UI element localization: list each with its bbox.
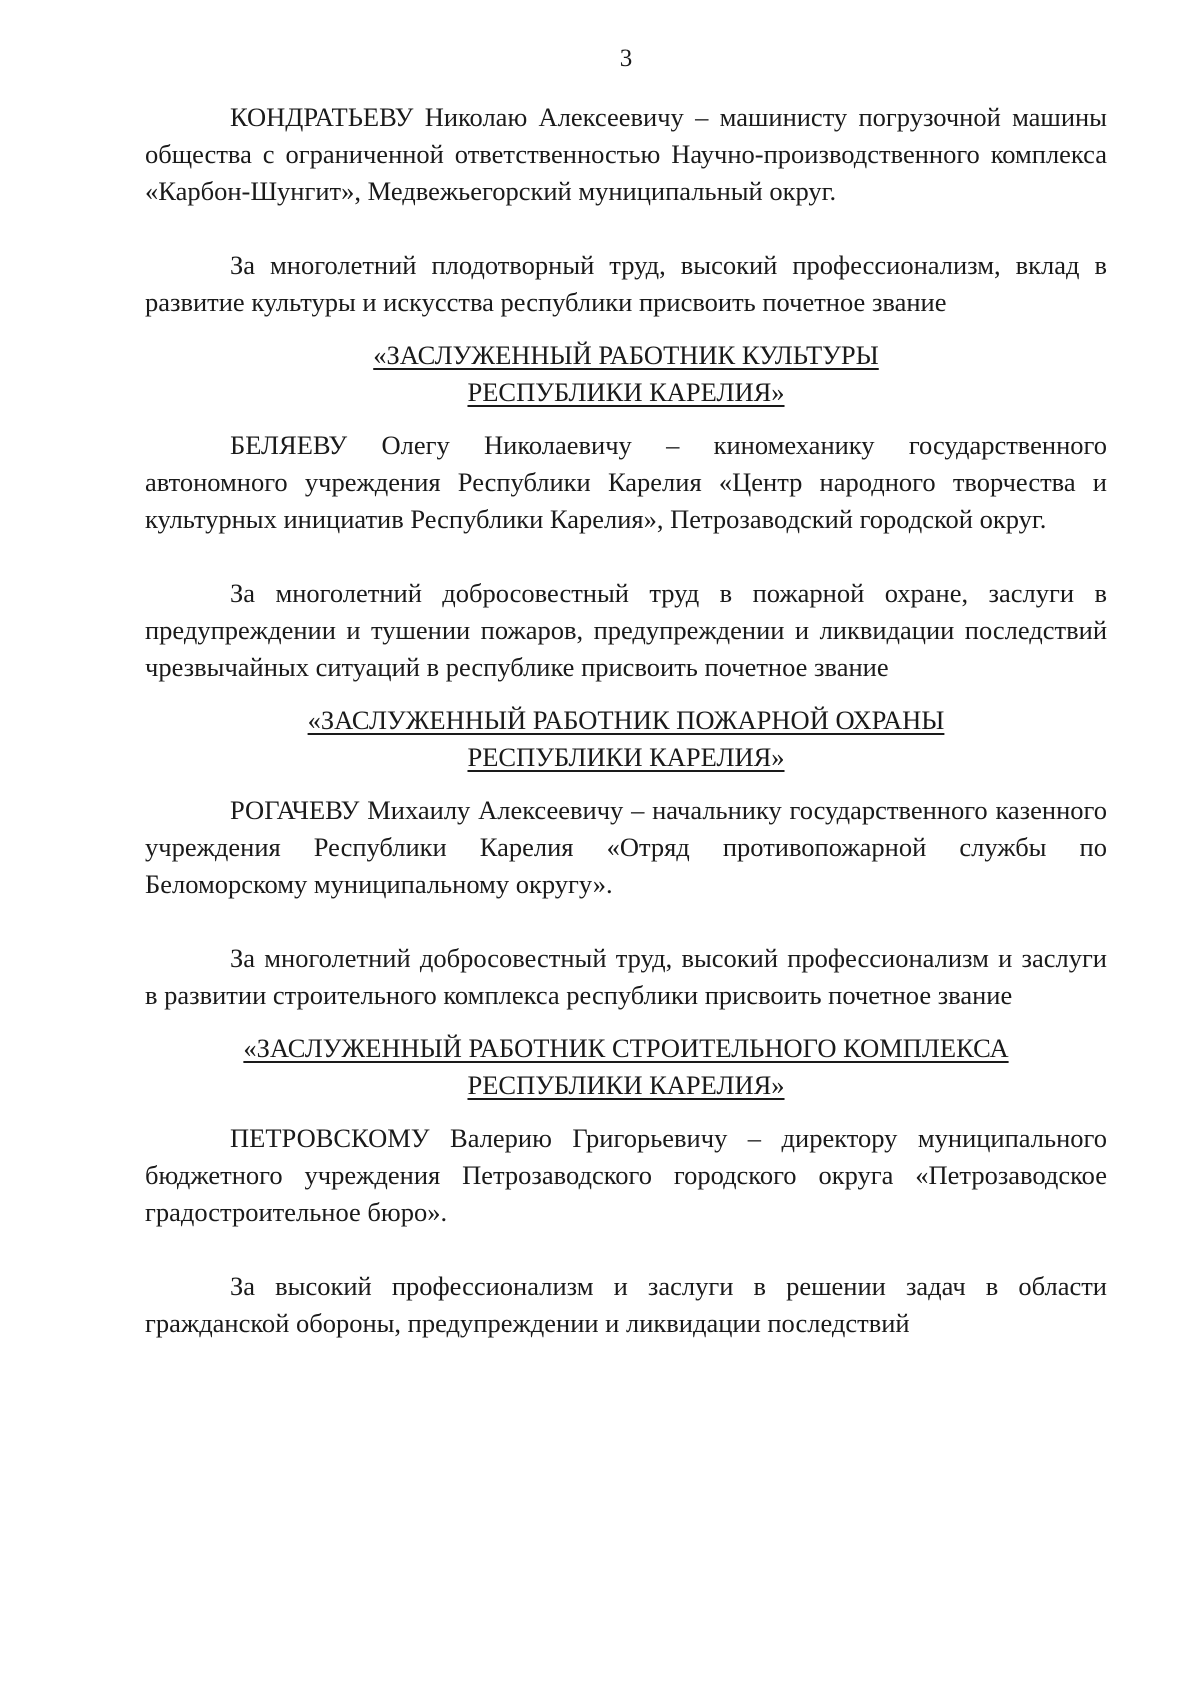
award-grounds-paragraph: За высокий профессионализм и заслуги в решении задач в области гражданской обороны, предупреждении и ликвидации последствий: [145, 1271, 1107, 1338]
award-recipient-paragraph: БЕЛЯЕВУ Олегу Николаевичу – киномеханику государственного автономного учреждения Республики Карелия «Центр народного творчества и культурных инициатив Республики Карелия», Петрозаводский городской округ.: [145, 430, 1107, 534]
award-title-line: РЕСПУБЛИКИ КАРЕЛИЯ»: [467, 377, 785, 407]
award-title-line: РЕСПУБЛИКИ КАРЕЛИЯ»: [467, 742, 785, 772]
award-grounds-paragraph: За многолетний добросовестный труд, высокий профессионализм и заслуги в развитии строительного комплекса республики присвоить почетное звание: [145, 943, 1107, 1010]
award-grounds-paragraph: За многолетний добросовестный труд в пожарной охране, заслуги в предупреждении и тушении пожаров, предупреждении и ликвидации последствий чрезвычайных ситуаций в республике присвоить почетное звание: [145, 578, 1107, 682]
page-number: 3: [619, 45, 633, 72]
award-title-line: «ЗАСЛУЖЕННЫЙ РАБОТНИК ПОЖАРНОЙ ОХРАНЫ: [307, 705, 945, 735]
award-title: [145, 702, 1107, 776]
award-title-line: «ЗАСЛУЖЕННЫЙ РАБОТНИК КУЛЬТУРЫ: [373, 340, 879, 370]
award-title: [145, 337, 1107, 411]
award-recipient-paragraph: РОГАЧЕВУ Михаилу Алексеевичу – начальнику государственного казенного учреждения Республики Карелия «Отряд противопожарной службы по Беломорскому муниципальному округу».: [145, 795, 1107, 899]
award-title-line: РЕСПУБЛИКИ КАРЕЛИЯ»: [467, 1070, 785, 1100]
document-content: [145, 99, 1107, 1342]
award-recipient-paragraph: КОНДРАТЬЕВУ Николаю Алексеевичу – машинисту погрузочной машины общества с ограниченной ответственностью Научно-производственного комплекса «Карбон-Шунгит», Медвежьегорский муниципальный округ.: [145, 102, 1107, 206]
award-grounds-paragraph: За многолетний плодотворный труд, высокий профессионализм, вклад в развитие культуры и искусства республики присвоить почетное звание: [145, 250, 1107, 317]
award-recipient-paragraph: ПЕТРОВСКОМУ Валерию Григорьевичу – директору муниципального бюджетного учреждения Петрозаводского городского округа «Петрозаводское градостроительное бюро».: [145, 1123, 1107, 1227]
award-title-line: «ЗАСЛУЖЕННЫЙ РАБОТНИК СТРОИТЕЛЬНОГО КОМПЛЕКСА: [243, 1033, 1009, 1063]
award-title: [145, 1030, 1107, 1104]
